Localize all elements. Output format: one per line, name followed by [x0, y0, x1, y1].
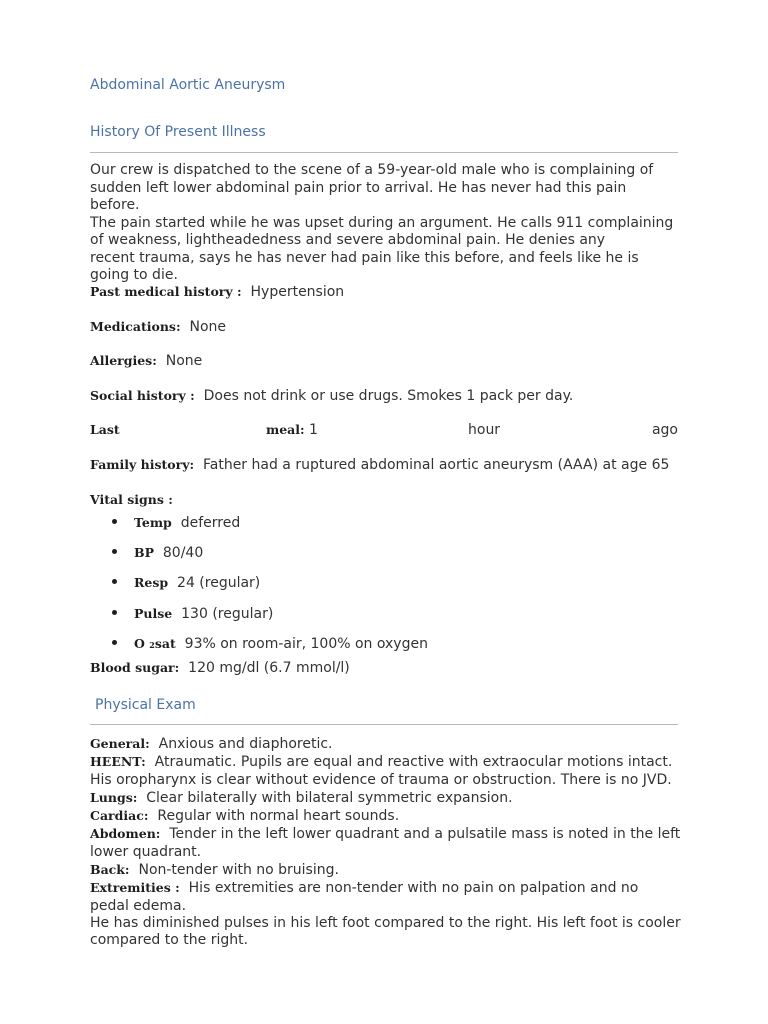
exam-extremities-continued: compared to the right.: [90, 932, 249, 949]
family-history-value: Father had a ruptured abdominal aortic aneurysm (AAA) at age 65: [202, 457, 670, 473]
medications-label: Medications:: [90, 319, 181, 334]
vital-o2sat-label-main: O: [134, 636, 145, 651]
exam-extremities: [90, 879, 682, 897]
social-history-label: Social history :: [90, 388, 195, 403]
last-meal-label-word1: Last: [90, 422, 120, 437]
last-meal-unit: hour: [468, 422, 501, 438]
exam-back-label: Back:: [90, 862, 130, 878]
bullet-icon: [112, 519, 117, 524]
last-meal-value: 1: [309, 422, 318, 438]
physical-exam-body: [90, 735, 682, 950]
exam-heent-value: Atraumatic. Pupils are equal and reactive with extraocular motions intact.: [154, 754, 673, 771]
exam-general: [90, 735, 682, 753]
exam-extremities-continued: pedal edema.: [90, 897, 187, 914]
pmh-label: Past medical history :: [90, 284, 242, 299]
exam-lungs-value: Clear bilaterally with bilateral symmetric expansion.: [146, 789, 513, 806]
hpi-paragraph: [90, 162, 680, 285]
allergies-value: None: [165, 353, 203, 369]
blood-sugar-label: Blood sugar:: [90, 660, 180, 675]
last-meal-suffix: ago: [651, 422, 678, 438]
exam-back: [90, 861, 682, 879]
exam-extremities-value: His extremities are non-tender with no pain on palpation and no: [188, 880, 639, 897]
medications-field: [90, 319, 226, 335]
exam-heent-label: HEENT:: [90, 754, 146, 770]
allergies-label: Allergies:: [90, 353, 157, 368]
exam-abdomen: [90, 825, 682, 843]
vital-temp-value: deferred: [180, 515, 241, 531]
last-meal-label-word2: meal:: [266, 422, 305, 437]
vital-pulse: [112, 606, 273, 622]
social-history-value: Does not drink or use drugs. Smokes 1 pack per day.: [203, 388, 574, 404]
vital-resp: [112, 575, 260, 591]
vital-signs-label: Vital signs :: [90, 492, 173, 507]
exam-cardiac-label: Cardiac:: [90, 808, 149, 824]
exam-abdomen-continued: lower quadrant.: [90, 843, 202, 860]
bullet-icon: [112, 640, 117, 645]
vital-pulse-value: 130 (regular): [181, 606, 274, 622]
bullet-icon: [112, 549, 117, 554]
allergies-field: [90, 353, 202, 369]
pmh-field: [90, 284, 344, 300]
hpi-heading: History Of Present Illness: [90, 124, 266, 140]
medications-value: None: [189, 319, 227, 335]
pmh-value: Hypertension: [250, 284, 345, 300]
hpi-divider: [90, 152, 678, 153]
hpi-line: sudden left lower abdominal pain prior to arrival. He has never had this pain before.: [90, 179, 627, 213]
exam-lungs-label: Lungs:: [90, 789, 138, 805]
exam-extremities-label: Extremities :: [90, 880, 180, 896]
blood-sugar-field: [90, 660, 350, 676]
hpi-line: going to die.: [90, 267, 178, 283]
hpi-line: The pain started while he was upset during an argument. He calls 911 complaining: [90, 214, 674, 231]
blood-sugar-value: 120 mg/dl (6.7 mmol/l): [188, 660, 350, 676]
exam-back-value: Non-tender with no bruising.: [138, 862, 339, 879]
bullet-icon: [112, 579, 117, 584]
vital-o2sat-label-tail: sat: [154, 636, 176, 651]
document-title: Abdominal Aortic Aneurysm: [90, 77, 286, 93]
exam-heent: [90, 753, 682, 771]
exam-heent-continued: His oropharynx is clear without evidence of trauma or obstruction. There is no JVD.: [90, 771, 672, 788]
exam-cardiac: [90, 807, 682, 825]
vital-signs-field: [90, 492, 173, 508]
exam-general-value: Anxious and diaphoretic.: [158, 736, 333, 752]
exam-extremities-continued: He has diminished pulses in his left foot compared to the right. His left foot is cooler: [90, 914, 681, 931]
vital-o2sat-value: 93% on room-air, 100% on oxygen: [184, 636, 428, 652]
vital-bp-value: 80/40: [162, 545, 204, 561]
exam-abdomen-label: Abdomen:: [90, 826, 161, 842]
vital-resp-value: 24 (regular): [177, 575, 261, 591]
bullet-icon: [112, 610, 117, 615]
hpi-line: recent trauma, says he has never had pain like this before, and feels like he is: [90, 249, 639, 266]
hpi-line: of weakness, lightheadedness and severe abdominal pain. He denies any: [90, 232, 606, 248]
family-history-field: [90, 457, 669, 473]
hpi-line: Our crew is dispatched to the scene of a 59-year-old male who is complaining of: [90, 162, 654, 178]
exam-lungs: [90, 789, 682, 807]
physical-exam-divider: [90, 724, 678, 725]
vital-resp-label: Resp: [134, 575, 169, 590]
vital-temp: [112, 515, 240, 531]
vital-pulse-label: Pulse: [134, 606, 173, 621]
social-history-field: [90, 388, 573, 404]
vital-o2sat: [112, 636, 428, 652]
vital-o2sat-label: [134, 636, 176, 651]
exam-abdomen-value: Tender in the left lower quadrant and a pulsatile mass is noted in the left: [169, 826, 681, 843]
vital-o2sat-label-sub: 2: [149, 640, 155, 650]
vital-bp: [112, 545, 203, 561]
physical-exam-heading: Physical Exam: [95, 697, 196, 713]
family-history-label: Family history:: [90, 457, 195, 472]
vital-temp-label: Temp: [134, 515, 172, 530]
vital-bp-label: BP: [134, 545, 154, 560]
exam-cardiac-value: Regular with normal heart sounds.: [157, 808, 400, 825]
last-meal-field: [90, 422, 678, 442]
exam-general-label: General:: [90, 736, 150, 751]
